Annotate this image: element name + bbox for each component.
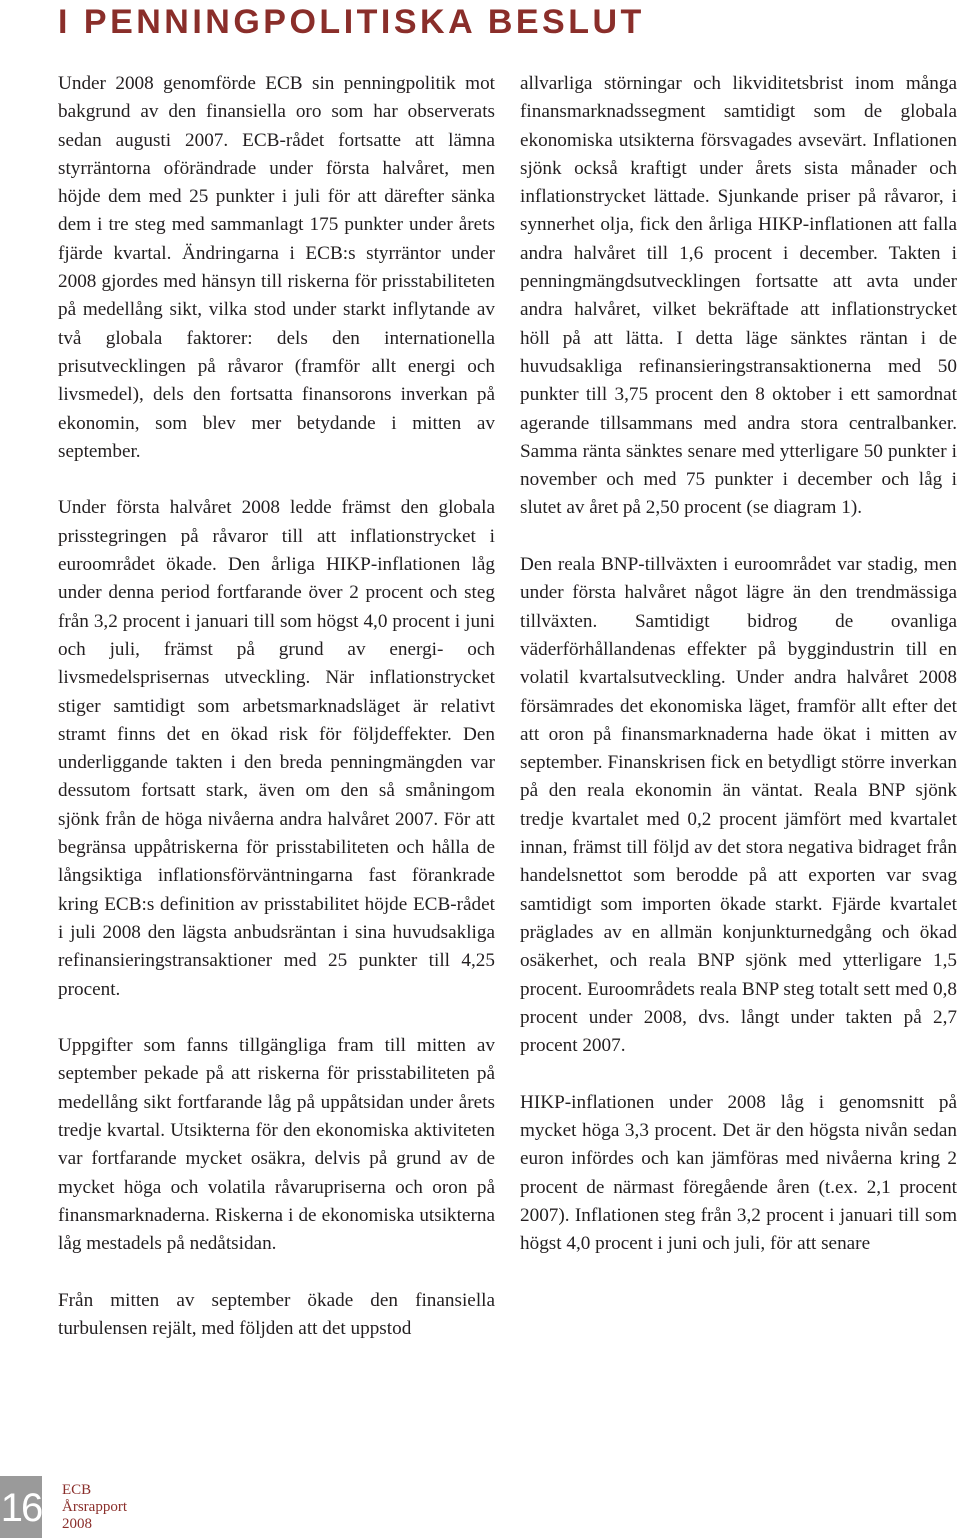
paragraph: Från mitten av september ökade den finansiella turbulensen rejält, med följden att det uppstod [58, 1289, 495, 1340]
page-number: 16 [0, 1486, 42, 1530]
footer-publisher: ECB [62, 1482, 92, 1498]
paragraph: Under 2008 genomförde ECB sin penningpolitik mot bakgrund av den finansiella oro som har observerats sedan augusti 2007. ECB-rådet fortsatte att lämna styrräntorna oförändrade under första halvåret, men höjde dem med 25 punkter i juli för att därefter sänka dem i tre steg med sammanlagt 175 punkter under årets fjärde kvartal. Ändringarna i ECB:s styrräntor under 2008 gjordes med hänsyn till riskerna för prisstabiliteten på medellång sikt, vilka stod under starkt inflytande av två globala faktorer: dels den internationella prisutvecklingen på råvaror (framför allt energi och livsmedel), dels den fortsatta finansorons inverkan på ekonomin, som blev mer betydande i mitten av september. [58, 73, 495, 462]
paragraph: Den reala BNP-tillväxten i euroområdet var stadig, men under första halvåret något lägre än den trendmässiga tillväxten. Samtidigt bidrog de ovanliga väderförhållandenas effekter på byggindustrin till en volatil kvartalsutveckling. Under andra halvåret 2008 försämrades det ekonomiska läget, framför allt efter det att oron på finansmarknaderna hade ökat i mitten av september. Finanskrisen fick en betydligt större inverkan på den reala ekonomin än väntat. Reala BNP sjönk tredje kvartalet med 0,2 procent jämfört med kvartalet innan, främst till följd av det stora negativa bidraget från handelsnettot som berodde på att exporten var svag samtidigt som importen ökade starkt. Fjärde kvartalet präglades av en allmän konjunkturnedgång och ökad osäkerhet, och reala BNP sjönk med ytterligare 1,5 procent. Euroområdets reala BNP steg totalt sett med 0,8 procent under 2008, dvs. långt under takten på 2,7 procent 2007. [520, 554, 957, 1057]
footer-year: 2008 [62, 1516, 92, 1532]
footer-publication: Årsrapport [62, 1499, 127, 1515]
paragraph: Uppgifter som fanns tillgängliga fram till mitten av september pekade på att riskerna för prisstabiliteten på medellång sikt fortfarande låg på uppåtsidan under årets tredje kvartal. Utsikterna för den ekonomiska aktiviteten var fortfarande mycket osäkra, delvis på grund av de mycket höga och volatila råvarupriserna och oron på finansmarknaderna. Riskerna i de ekonomiska utsikterna låg mestadels på nedåtsidan. [58, 1035, 495, 1255]
section-heading: I PENNINGPOLITISKA BESLUT [58, 3, 645, 41]
right-text-column [520, 70, 957, 1258]
paragraph: Under första halvåret 2008 ledde främst den globala prisstegringen på råvaror till att inflationstrycket i euroområdet ökade. Den årliga HIKP-inflationen låg under denna period fortfarande över 2 procent och steg från 3,2 procent i januari till som högst 4,0 procent i juni och juli, främst på grund av energi- och livsmedelsprisernas utveckling. När inflationstrycket stiger samtidigt som arbetsmarknadsläget är relativt stramt finns det en ökad risk för följdeffekter. Den underliggande takten i den breda penningmängden var dessutom fortsatt stark, även om den så småningom sjönk från de höga nivåerna andra halvåret 2007. För att begränsa uppåtriskerna för prisstabiliteten och hålla de långsiktiga inflationsförväntningarna fast förankrade kring ECB:s definition av prisstabilitet höjde ECB-rådet i juli 2008 den lägsta anbudsräntan i sina huvudsakliga refinansieringstransaktioner med 25 punkter till 4,25 procent. [58, 497, 495, 1000]
publication-footer [62, 1482, 127, 1533]
left-text-column [58, 70, 495, 1343]
paragraph: HIKP-inflationen under 2008 låg i genomsnitt på mycket höga 3,3 procent. Det är den högsta nivån sedan euron infördes och kan jämföras med nivåerna kring 2 procent de närmast föregående åren (t.ex. 2,1 procent 2007). Inflationen steg från 3,2 procent i januari till som högst 4,0 procent i juni och juli, för att senare [520, 1091, 957, 1255]
paragraph: allvarliga störningar och likviditetsbrist inom många finansmarknadssegment samtidigt som de globala ekonomiska utsikterna försvagades avsevärt. Inflationen sjönk också kraftigt under årets sista månader och inflationstrycket lättade. Sjunkande priser på råvaror, i synnerhet olja, fick den årliga HIKP-inflationen att falla andra halvåret till 1,6 procent i december. Takten i penningmängdsutvecklingen fortsatte att avta under andra halvåret, vilket bekräftade att inflationstrycket höll på att lätta. I detta läge sänktes räntan i de huvudsakliga refinansieringstransaktionerna med 50 punkter till 3,75 procent den 8 oktober i ett samordnat agerande tillsammans med andra stora centralbanker. Samma ränta sänktes senare med ytterligare 50 punkter i november och med 75 punkter i december och låg i slutet av året på 2,50 procent (se diagram 1). [520, 73, 957, 519]
